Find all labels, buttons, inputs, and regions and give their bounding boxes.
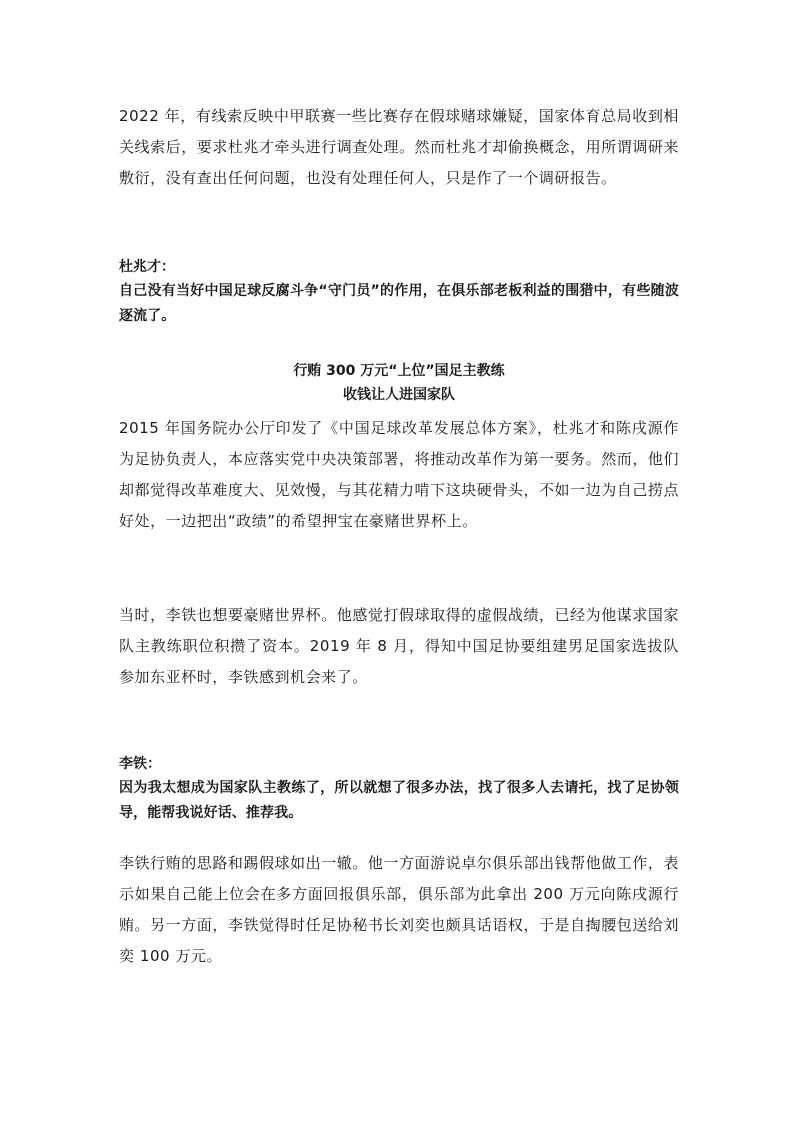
paragraph-li-tie-ambition: 当时，李铁也想要豪赌世界杯。他感觉打假球取得的虚假战绩，已经为他谋求国家队主教练职位积攒了资本。2019 年 8 月，得知中国足协要组建男足国家选拔队参加东亚杯时，李铁感到机会来了。	[119, 606, 679, 686]
paragraph-du-zhaocai-investigation: 2022 年，有线索反映中甲联赛一些比赛存在假球赌球嫌疑，国家体育总局收到相关线索后，要求杜兆才牵头进行调查处理。然而杜兆才却偷换概念，用所谓调研来敷衍，没有查出任何问题，也没有处理任何人，只是作了一个调研报告。	[119, 107, 679, 187]
paragraph-reform-plan: 2015 年国务院办公厅印发了《中国足球改革发展总体方案》，杜兆才和陈戌源作为足协负责人，本应落实党中央决策部署，将推动改革作为第一要务。然而，他们却都觉得改革难度大、见效慢，与其花精力啃下这块硬骨头，不如一边为自己捞点好处，一边把出“政绩”的希望押宝在豪赌世界杯上。	[119, 419, 679, 530]
section-title-line-2: 收钱让人进国家队	[343, 387, 455, 403]
quote-speaker-li-tie: 李铁：	[119, 756, 161, 772]
quote-text-du-zhaocai: 自己没有当好中国足球反腐斗争“守门员”的作用，在俱乐部老板利益的围猎中，有些随波逐流了。	[119, 283, 679, 324]
quote-speaker-du-zhaocai: 杜兆才：	[119, 259, 175, 275]
quote-text-li-tie: 因为我太想成为国家队主教练了，所以就想了很多办法，找了很多人去请托，找了足协领导，能帮我说好话、推荐我。	[119, 780, 679, 821]
section-title-line-1: 行贿 300 万元“上位”国足主教练	[293, 363, 505, 379]
paragraph-li-tie-bribery: 李铁行贿的思路和踢假球如出一辙。他一方面游说卓尔俱乐部出钱帮他做工作，表示如果自己能上位会在多方面回报俱乐部，俱乐部为此拿出 200 万元向陈戌源行贿。另一方面，李铁觉得时任足协秘书长刘奕也颇具话语权，于是自掏腰包送给刘奕 100 万元。	[119, 854, 679, 965]
